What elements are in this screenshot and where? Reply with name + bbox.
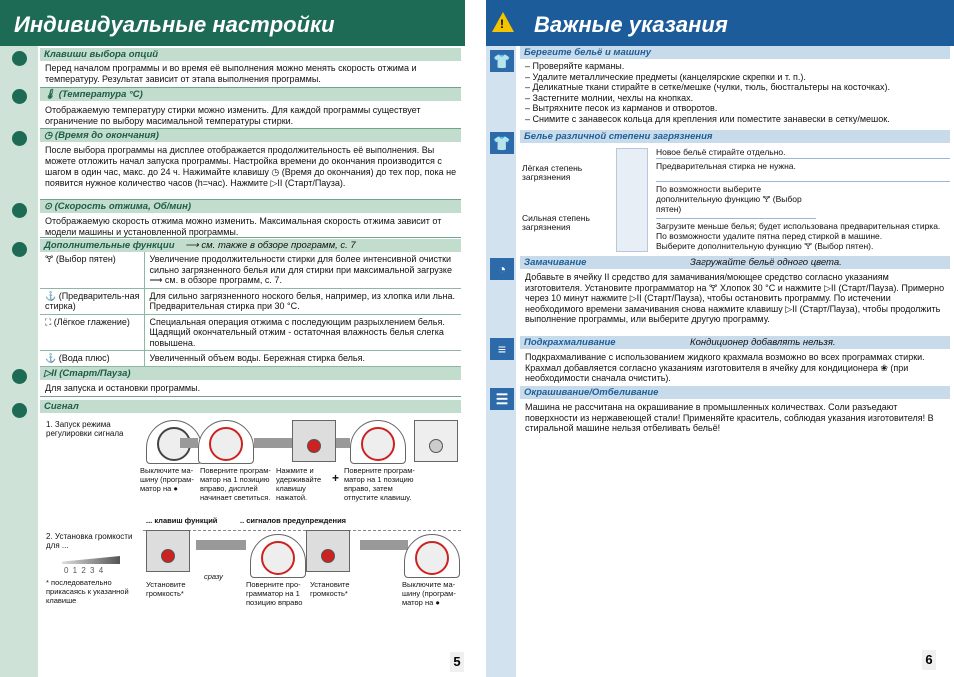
options-keys-section: [40, 48, 461, 88]
section-dot: [12, 242, 27, 257]
section-dot: [12, 203, 27, 218]
step1-caption: Поверните програм-матор на 1 позицию вправо, дисплей начинает светиться.: [200, 466, 271, 502]
starch-title: Подкрахмаливание: [524, 337, 616, 348]
section-dot: [12, 403, 27, 418]
list-item: – Застегните молнии, чехлы на кнопках.: [525, 92, 694, 103]
step2-caption: Установите громкость*: [146, 580, 186, 598]
starch-note: Кондиционер добавлять нельзя.: [690, 337, 836, 348]
light-soil-label: Лёгкая степень загрязнения: [522, 163, 583, 182]
start-pause-text: Для запуска и остановки программы.: [45, 383, 201, 393]
section-dot: [12, 131, 27, 146]
volume-scale: 0 1 2 3 4: [64, 566, 105, 575]
spin-text: Отображаемую скорость отжима можно изменить. Максимальная скорость отжима зависит от модели машины и установленной программы.: [45, 216, 442, 237]
list-item: – Деликатные ткани стирайте в сетке/мешке (чулки, тюль, бюстгальтеры на косточках).: [525, 82, 891, 92]
soil-row: По возможности выберите дополнительную функцию 🝖 (Выбор пятен): [656, 182, 816, 219]
temperature-section: [40, 88, 461, 129]
table-row: [40, 252, 461, 288]
section-dot: [12, 51, 27, 66]
function-desc: Увеличенный объем воды. Бережная стирка белья.: [144, 351, 461, 367]
function-name: ⛶ (Лёгкое глажение): [40, 314, 144, 351]
warning-icon: !: [492, 12, 514, 32]
section-dot: [12, 369, 27, 384]
soil-section: [520, 130, 950, 256]
arrow-icon: [254, 438, 292, 448]
time-header: ◷ (Время до окончания): [40, 129, 461, 142]
starch-icon: ≡: [490, 338, 514, 360]
dye-text: Машина не рассчитана на окрашивание в промышленных количествах. Соли разъедают поверхности из нержавеющей стали! Применяйте краситель, соблюдая указания изготовителя! В стиральной машине нельзя отбеливать бельё!: [525, 402, 934, 433]
soak-icon: ◔: [490, 258, 514, 280]
list-item: – Удалите металлические предметы (канцелярские скрепки и т. п.).: [525, 71, 806, 82]
section-dot: [12, 89, 27, 104]
plus-sign: +: [332, 471, 340, 485]
button-panel: [414, 420, 458, 462]
page-number: 5: [450, 652, 464, 672]
dye-icon: ☰: [490, 388, 514, 410]
table-row: [40, 288, 461, 314]
warn-label: .. сигналов предупреждения: [240, 516, 347, 525]
step2-caption: Поверните про-грамматор на 1 позицию вправо: [246, 580, 303, 607]
care-list: [520, 59, 950, 124]
arrow-icon: [196, 540, 246, 550]
right-page: [486, 0, 954, 677]
extra-functions-table: [40, 252, 461, 367]
spin-header: ⊙ (Скорость отжима, Об/мин): [40, 200, 461, 213]
heavy-soil-label: Сильная степень загрязнения: [522, 213, 590, 232]
step2-caption: Установите громкость*: [310, 580, 350, 598]
step2-caption: Выключите ма-шину (програм-матор на ●: [402, 580, 456, 607]
start-pause-section: [40, 367, 461, 397]
signal-header: Сигнал: [40, 400, 461, 413]
extra-functions-section: [40, 239, 461, 367]
soil-row: Новое бельё стирайте отдельно.: [656, 146, 950, 159]
soil-row: Загрузите меньше белья; будет использована предварительная стирка. По возможности удалите пятна перед стиркой в машине. Выберите дополнительную функцию 🝖 (Выбор пятен).: [656, 221, 941, 251]
soak-title: Замачивание: [524, 257, 587, 268]
extra-functions-title: Дополнительные функции: [44, 240, 175, 251]
dye-section: [520, 386, 950, 446]
arrow-icon: [336, 438, 350, 448]
table-row: [40, 351, 461, 367]
arrow-icon: [360, 540, 408, 550]
soak-text: Добавьте в ячейку II средство для замачивания/моющее средство согласно указаниям изготовителя. Установите программатор на 🝖 Хлопок 30 °C и нажмите ▷II (Старт/Пауза). Примерно через 10 минут нажмите ▷II (Старт/Пауза), чтобы остановить программу. По истечении необходимого времени замачивания снова нажмите клавишу ▷II (Старт/Пауза), чтобы продолжить выполнение программы, или выберите другую программу.: [525, 272, 945, 324]
button-panel: [146, 530, 190, 572]
time-section: [40, 129, 461, 200]
signal-step2-label: 2. Установка громкости для ...: [46, 532, 133, 550]
spin-section: [40, 200, 461, 238]
function-name: 🝖 (Выбор пятен): [40, 252, 144, 288]
temperature-header: 🌡 (Температура °C): [40, 88, 461, 101]
table-row: [40, 314, 461, 351]
keys-label: ... клавиш функций: [146, 516, 218, 525]
step1-caption: Поверните програм-матор на 1 позицию вправо, затем отпустите клавишу.: [344, 466, 415, 502]
soak-section: [520, 256, 950, 336]
options-keys-header: Клавиши выбора опций: [40, 48, 461, 61]
at-once-label: сразу: [204, 572, 223, 581]
function-desc: Для сильно загрязненного ноского белья, например, из хлопка или льна. Предварительная стирка при 30 °C.: [144, 288, 461, 314]
page-number: 6: [922, 650, 936, 670]
soil-row: Предварительная стирка не нужна.: [656, 159, 950, 182]
function-name: ⚓ (Предваритель-ная стирка): [40, 288, 144, 314]
signal-step1-label: 1. Запуск режима регулировки сигнала: [46, 420, 124, 438]
dye-header: Окрашивание/Отбеливание: [520, 386, 950, 399]
right-title-text: Важные указания: [534, 12, 728, 37]
starch-header: [520, 336, 950, 349]
soak-header: [520, 256, 950, 269]
left-page: [0, 0, 465, 677]
temperature-text: Отображаемую температуру стирки можно изменить. Для каждой программы существует ограничение по выбору масимальной температуры стирки.: [45, 105, 421, 126]
right-page-title: [486, 0, 954, 46]
function-desc: Увеличение продолжительности стирки для более интенсивной очистки сильно загрязненного белья или для стирки при максимальной загрузке ⟶ см. в обзоре программ, с. 7.: [144, 252, 461, 288]
button-panel: [292, 420, 336, 462]
signal-footnote: * последовательно прикасаясь к указанной клавише: [46, 578, 129, 605]
function-name: ⚓ (Вода плюс): [40, 351, 144, 367]
starch-text: Подкрахмаливание с использованием жидкого крахмала возможно во всех программах стирки. Крахмал добавляется согласно указаниям изготовителя в ячейку для кондиционера ❀ (при необходимости сначала очистить).: [525, 352, 925, 383]
divider: [143, 530, 461, 531]
extra-functions-see-also: ⟶ см. также в обзоре программ, с. 7: [185, 240, 356, 251]
function-desc: Специальная операция отжима с последующим разрыхлением белья. Щадящий окончательный отжим - остаточная влажность белья слегка повышена.: [144, 314, 461, 351]
time-text: После выбора программы на дисплее отображается продолжительность её выполнения. Вы можете отложить начал запуска программы. Настройка времени до окончания производится с шагом в один час, макс. до 24 ч. Нажимайте клавишу ◷ (Время до окончания) до тех пор, пока не появится нужное количество часов (h=час). Нажмите ▷II (Старт/Пауза).: [45, 145, 457, 188]
care-header: Берегите бельё и машину: [520, 46, 950, 59]
step1-caption: Нажмите и удерживайте клавишу нажатой.: [276, 466, 322, 502]
extra-functions-header: [40, 239, 461, 252]
start-pause-header: ▷II (Старт/Пауза): [40, 367, 461, 380]
left-page-title: Индивидуальные настройки: [0, 0, 465, 46]
shirt-drawing: [616, 148, 648, 252]
starch-section: [520, 336, 950, 386]
list-item: – Вытряхните песок из карманов и отворотов.: [525, 103, 718, 113]
soak-note: Загружайте бельё одного цвета.: [690, 257, 842, 268]
step1-caption: Выключите ма-шину (програм-матор на ●: [140, 466, 194, 493]
list-item: – Снимите с занавесок кольца для крепления или поместите занавески в сетку/мешок.: [525, 113, 890, 124]
list-item: – Проверяйте карманы.: [525, 61, 625, 71]
arrow-icon: [180, 438, 198, 448]
shirt-icon: 👕: [490, 50, 514, 72]
soil-header: Белье различной степени загрязнения: [520, 130, 950, 143]
options-keys-text: Перед началом программы и во время её выполнения можно менять скорость отжима и температуру. Результат зависит от этапа выполнения программы.: [45, 63, 417, 84]
soil-rows: [656, 146, 950, 253]
button-panel: [306, 530, 350, 572]
care-section: [520, 46, 950, 130]
shirt-stain-icon: 👕: [490, 132, 514, 154]
